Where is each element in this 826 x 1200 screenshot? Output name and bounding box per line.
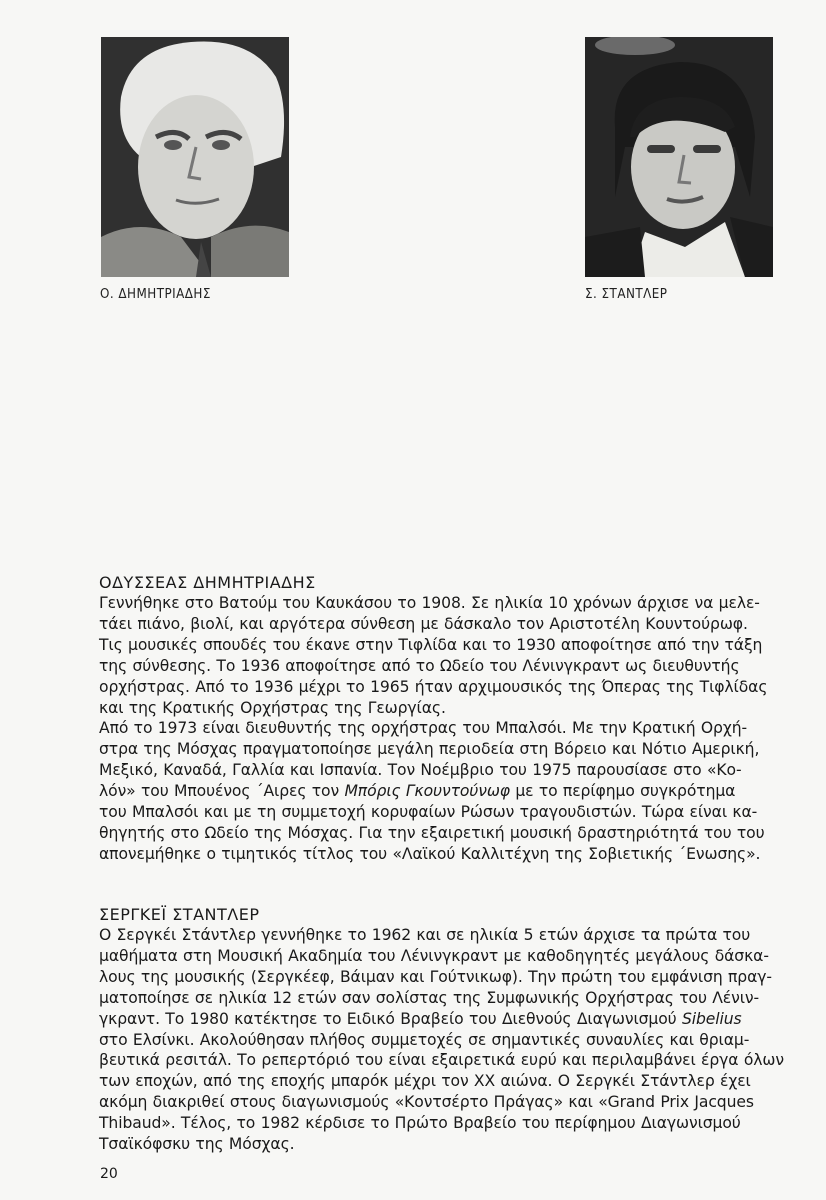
text-line: βευτικά ρεσιτάλ. Το ρεπερτόριό του είναι εξαιρετικά ευρύ και περιλαμβάνει έργα όλων: [99, 1051, 784, 1070]
section-heading: ΟΔΥΣΣΕΑΣ ΔΗΜΗΤΡΙΑΔΗΣ: [99, 573, 316, 592]
text-line: στο Ελσίνκι. Ακολούθησαν πλήθος συμμετοχές σε σημαντικές συναυλίες και θριαμ-: [99, 1030, 750, 1049]
portrait-young-man-image: [585, 37, 773, 277]
photo-stadler: [585, 37, 773, 277]
biography-text: [99, 593, 768, 865]
competition-name: Sibelius: [681, 1009, 742, 1028]
text-line: απονεμήθηκε ο τιμητικός τίτλος του «Λαϊκού Καλλιτέχνη της Σοβιετικής ΄Ενωσης».: [99, 844, 761, 863]
text-line: Ο Σεργκέι Στάντλερ γεννήθηκε το 1962 και σε ηλικία 5 ετών άρχισε τα πρώτα του: [99, 926, 751, 944]
text-line: της σύνθεσης. Το 1936 αποφοίτησε από το Ωδείο του Λένινγκραντ ως διευθυντής: [99, 656, 740, 675]
text-line: Γεννήθηκε στο Βατούμ του Καυκάσου το 1908. Σε ηλικία 10 χρόνων άρχισε να μελε-: [99, 594, 760, 612]
text-segment: με το περίφημο συγκρότημα: [509, 782, 736, 801]
text-line: Μεξικό, Καναδά, Γαλλία και Ισπανία. Τον Νοέμβριο του 1975 παρουσίασε στο «Κο-: [99, 761, 742, 780]
section-heading: ΣΕΡΓΚΕΪ ΣΤΑΝΤΛΕΡ: [99, 905, 260, 924]
text-line: λους της μουσικής (Σεργκέεφ, Βάιμαν και Γούτνικωφ). Την πρώτη του εμφάνιση πραγ-: [99, 967, 772, 986]
text-line: τάει πιάνο, βιολί, και αργότερα σύνθεση με δάσκαλο τον Αριστοτέλη Κουντούρωφ.: [99, 614, 748, 633]
text-line: θηγητής στο Ωδείο της Μόσχας. Για την εξαιρετική μουσική δραστηριότητά του του: [99, 823, 765, 842]
biography-dimitriadis: [99, 572, 768, 865]
text-segment: λόν» του Μπουένος ΄Αιρες τον: [99, 782, 345, 801]
text-line: [99, 781, 735, 802]
photo-dimitriadis: [101, 37, 289, 277]
biography-text: [99, 925, 784, 1155]
text-line: των εποχών, από της εποχής μπαρόκ μέχρι τον ΧΧ αιώνα. Ο Σεργκέι Στάντλερ έχει: [99, 1072, 751, 1091]
text-line: Thibaud». Τέλος, το 1982 κέρδισε το Πρώτο Βραβείο του περίφημου Διαγωνισμού: [99, 1114, 741, 1133]
photo-caption-stadler: Σ. ΣΤΑΝΤΛΕΡ: [585, 287, 668, 302]
text-line: ματοποίησε σε ηλικία 12 ετών σαν σολίστας της Συμφωνικής Ορχήστρας του Λένιν-: [99, 988, 760, 1007]
portrait-older-man-image: [101, 37, 289, 277]
text-line: Από το 1973 είναι διευθυντής της ορχήστρας του Μπαλσόι. Με την Κρατική Ορχή-: [99, 719, 748, 738]
text-line: Τσαϊκόφσκυ της Μόσχας.: [99, 1135, 295, 1154]
text-line: μαθήματα στη Μουσική Ακαδημία του Λένινγκραντ με καθοδηγητές μεγάλους δάσκα-: [99, 946, 769, 965]
page-number: 20: [100, 1166, 118, 1182]
text-line: [99, 1009, 742, 1030]
text-line: του Μπαλσόι και με τη συμμετοχή κορυφαίων Ρώσων τραγουδιστών. Τώρα είναι κα-: [99, 803, 758, 822]
text-line: ορχήστρας. Από το 1936 μέχρι το 1965 ήταν αρχιμουσικός της Όπερας της Τιφλίδας: [99, 677, 768, 696]
biography-stadler: [99, 904, 784, 1155]
opera-title: Μπόρις Γκουντούνωφ: [344, 782, 510, 801]
photo-caption-dimitriadis: Ο. ΔΗΜΗΤΡΙΑΔΗΣ: [100, 287, 211, 302]
text-line: και της Κρατικής Ορχήστρας της Γεωργίας.: [99, 698, 446, 717]
text-line: στρα της Μόσχας πραγματοποίησε μεγάλη περιοδεία στη Βόρειο και Νότιο Αμερική,: [99, 740, 760, 759]
text-line: Τις μουσικές σπουδές του έκανε στην Τιφλίδα και το 1930 αποφοίτησε από την τάξη: [99, 635, 763, 654]
text-segment: γκραντ. Το 1980 κατέκτησε το Ειδικό Βραβείο του Διεθνούς Διαγωνισμού: [99, 1009, 682, 1028]
text-line: ακόμη διακριθεί στους διαγωνισμούς «Κοντσέρτο Πράγας» και «Grand Prix Jacques: [99, 1093, 754, 1112]
